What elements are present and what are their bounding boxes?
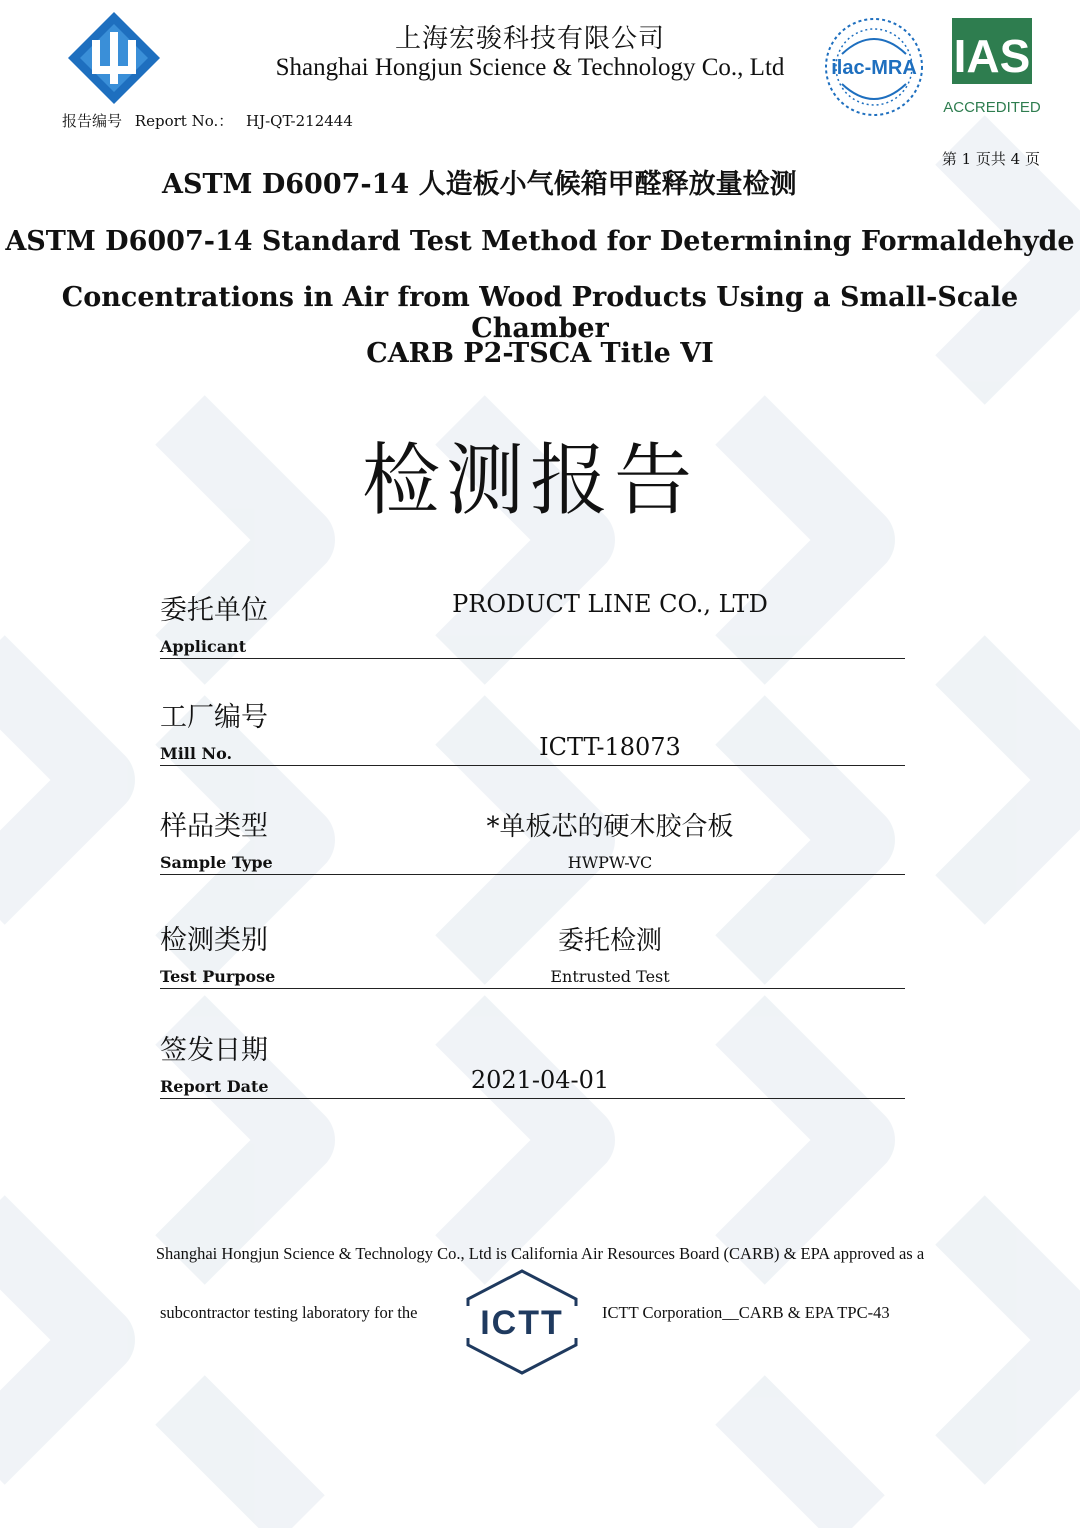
footer-statement-line2-end: ICTT Corporation__CARB & EPA TPC-43 xyxy=(602,1303,890,1322)
report-title: 检测报告 xyxy=(361,436,698,526)
sample-type-label-en: Sample Type xyxy=(160,853,273,872)
ilac-mra-logo xyxy=(822,14,926,120)
ictt-logo-text: ICTT xyxy=(480,1304,564,1342)
test-purpose-value: 委托检测 xyxy=(557,926,662,956)
report-date-label-en: Report Date xyxy=(160,1077,269,1096)
mill-no-value: ICTT-18073 xyxy=(539,733,681,761)
report-no-label-en: Report No.： xyxy=(134,112,234,130)
applicant-value: PRODUCT LINE CO., LTD xyxy=(452,590,768,618)
title-chinese: ASTM D6007-14 人造板小气候箱甲醛释放量检测 xyxy=(162,169,797,200)
ias-logo-text: IAS xyxy=(953,30,1031,82)
test-purpose-label-cn: 检测类别 xyxy=(160,925,268,956)
test-purpose-label-en: Test Purpose xyxy=(160,967,276,986)
ias-logo-subtext: ACCREDITED xyxy=(943,99,1041,116)
ias-accredited-logo xyxy=(943,16,1041,120)
ictt-logo xyxy=(460,1268,584,1376)
title-english-line2: Concentrations in Air from Wood Products Using a Small-Scale Chamber xyxy=(61,282,1019,344)
ilac-logo-text: ilac-MRA xyxy=(831,57,917,79)
field-test-purpose xyxy=(160,918,905,989)
company-name-cn: 上海宏骏科技有限公司 xyxy=(394,24,665,54)
sample-type-sub: HWPW-VC xyxy=(567,853,653,872)
sample-type-value: *单板芯的硬木胶合板 xyxy=(486,812,734,842)
field-applicant xyxy=(160,588,905,659)
page-number: 第 1 页共 4 页 xyxy=(941,150,1040,168)
test-purpose-sub: Entrusted Test xyxy=(550,967,670,986)
report-no-value: HJ-QT-212444 xyxy=(246,112,353,130)
report-number xyxy=(62,110,361,131)
report-date-value: 2021-04-01 xyxy=(470,1066,610,1094)
sample-type-label-cn: 样品类型 xyxy=(160,811,268,842)
footer-statement-line1: Shanghai Hongjun Science & Technology Co., Ltd is California Air Resources Board (CARB) & EPA approved as a xyxy=(155,1244,925,1263)
field-report-date xyxy=(160,1028,905,1099)
mill-no-label-cn: 工厂编号 xyxy=(160,702,268,733)
mill-no-label-en: Mill No. xyxy=(160,744,233,763)
footer-statement-line2-start: subcontractor testing laboratory for the xyxy=(160,1303,418,1322)
field-mill-no xyxy=(160,695,905,766)
field-sample-type xyxy=(160,804,905,875)
title-english-line3: CARB P2-TSCA Title VI xyxy=(366,338,714,369)
hongjun-logo xyxy=(66,10,162,106)
applicant-label-cn: 委托单位 xyxy=(160,595,268,626)
applicant-label-en: Applicant xyxy=(160,637,247,656)
title-english-line1: ASTM D6007-14 Standard Test Method for Determining Formaldehyde xyxy=(5,226,1075,257)
company-name-en: Shanghai Hongjun Science & Technology Co., Ltd xyxy=(275,54,785,81)
report-date-label-cn: 签发日期 xyxy=(160,1035,268,1066)
report-no-label-cn: 报告编号 xyxy=(62,112,123,130)
